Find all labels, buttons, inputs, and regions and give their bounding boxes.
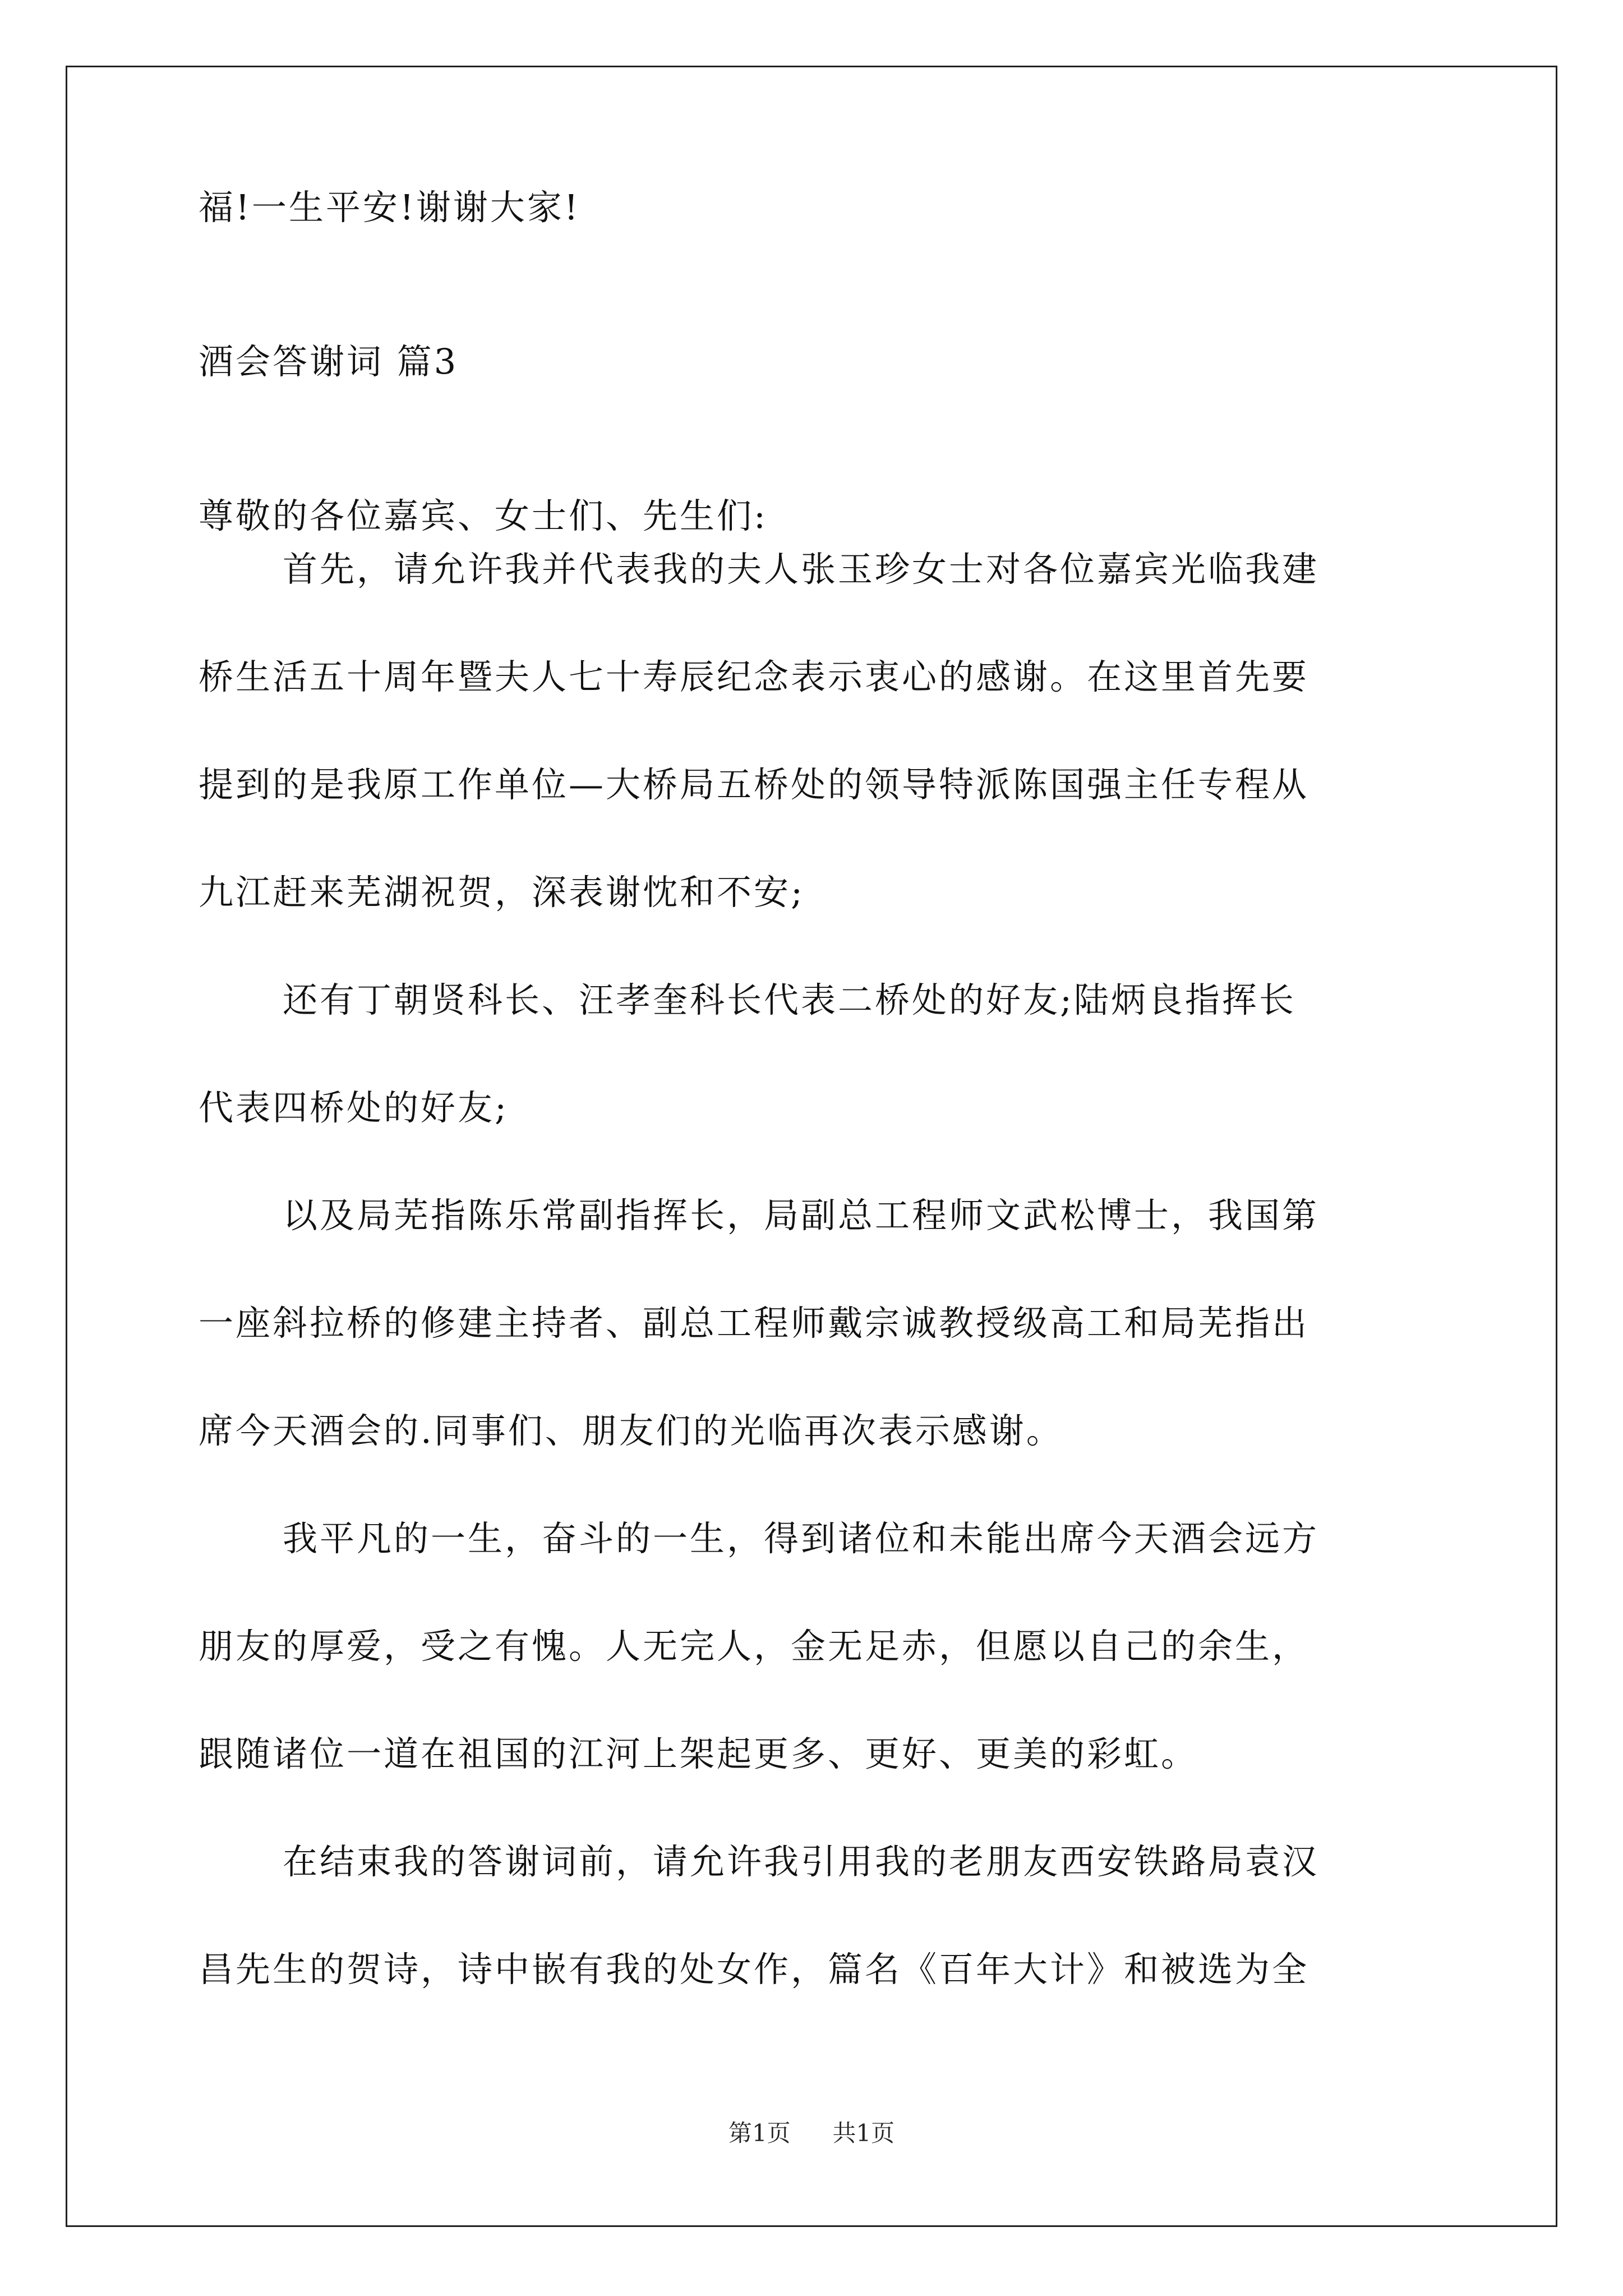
salutation: 尊敬的各位嘉宾、女士们、先生们: [199,495,768,536]
section-heading: 酒会答谢词 篇3 [199,341,459,382]
paragraph-line: 跟随诸位一道在祖国的江河上架起更多、更好、更美的彩虹。 [199,1733,1198,1774]
paragraph-line: 我平凡的一生，奋斗的一生，得到诸位和未能出席今天酒会远方 [283,1518,1320,1559]
paragraph-line: 九江赶来芜湖祝贺，深表谢忱和不安; [199,872,805,913]
paragraph-line: 桥生活五十周年暨夫人七十寿辰纪念表示衷心的感谢。在这里首先要 [199,656,1310,697]
text-line: 福!一生平安!谢谢大家! [199,187,580,228]
page-number: 第1页 [728,2119,791,2147]
page-total: 共1页 [832,2119,895,2147]
paragraph-line: 席今天酒会的.同事们、朋友们的光临再次表示感谢。 [199,1410,1063,1451]
paragraph-line: 代表四桥处的好友; [199,1087,509,1128]
page-footer [0,2118,1623,2149]
paragraph-line: 朋友的厚爱，受之有愧。人无完人，金无足赤，但愿以自己的余生， [199,1626,1310,1667]
paragraph-line: 还有丁朝贤科长、汪孝奎科长代表二桥处的好友;陆炳良指挥长 [283,979,1296,1020]
paragraph-line: 提到的是我原工作单位—大桥局五桥处的领导特派陈国强主任专程从 [199,764,1310,805]
paragraph-line: 以及局芜指陈乐常副指挥长，局副总工程师文武松博士，我国第 [283,1195,1320,1236]
paragraph-line: 首先，请允许我并代表我的夫人张玉珍女士对各位嘉宾光临我建 [283,549,1320,590]
paragraph-line: 昌先生的贺诗，诗中嵌有我的处女作，篇名《百年大计》和被选为全 [199,1949,1310,1990]
paragraph-line: 在结束我的答谢词前，请允许我引用我的老朋友西安铁路局袁汉 [283,1841,1320,1882]
page-border [66,66,1557,2227]
paragraph-line: 一座斜拉桥的修建主持者、副总工程师戴宗诚教授级高工和局芜指出 [199,1303,1310,1343]
